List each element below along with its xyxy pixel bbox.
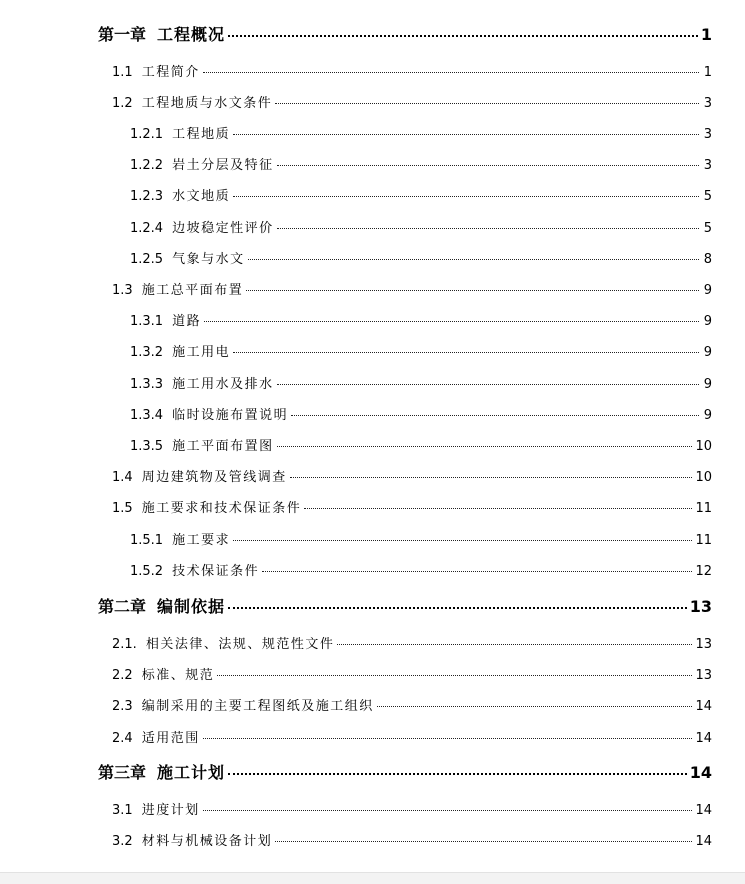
- toc-page-number: 9: [703, 283, 712, 298]
- toc-section-entry[interactable]: [130, 560, 712, 579]
- toc-dot-leader: [377, 706, 693, 707]
- toc-entry-title: 施工用水及排水: [172, 377, 274, 392]
- toc-section-entry[interactable]: [130, 435, 712, 454]
- toc-chapter-entry[interactable]: [98, 22, 712, 45]
- toc-entry-title: 材料与机械设备计划: [141, 834, 273, 849]
- toc-section-entry[interactable]: [112, 695, 712, 714]
- toc-entry-title: 施工用电: [172, 345, 231, 360]
- toc-page-number: 8: [703, 252, 712, 267]
- toc-entry-number: 第一章: [98, 25, 147, 44]
- toc-section-entry[interactable]: [112, 279, 712, 298]
- toc-dot-leader: [275, 841, 692, 842]
- toc-entry-number: 第三章: [98, 763, 147, 782]
- toc-dot-leader: [246, 290, 699, 291]
- toc-entry-number: 第二章: [98, 597, 147, 616]
- toc-page-number: 5: [703, 189, 712, 204]
- toc-page-number: 13: [695, 637, 712, 652]
- toc-dot-leader: [277, 384, 699, 385]
- toc-dot-leader: [203, 72, 699, 73]
- toc-section-entry[interactable]: [130, 373, 712, 392]
- toc-entry-number: 3.2: [112, 834, 133, 849]
- toc-entry-number: 2.4: [112, 731, 133, 746]
- toc-page-number: 11: [695, 533, 712, 548]
- toc-page-number: 11: [695, 501, 712, 516]
- toc-dot-leader: [275, 103, 699, 104]
- toc-entry-number: 1.2: [112, 96, 133, 111]
- toc-section-entry[interactable]: [130, 529, 712, 548]
- toc-entry-number: 3.1: [112, 803, 133, 818]
- toc-page-number: 3: [703, 127, 712, 142]
- toc-entry-number: 2.1.: [112, 637, 137, 652]
- toc-dot-leader: [291, 415, 699, 416]
- toc-page-number: 9: [703, 377, 712, 392]
- toc-section-entry[interactable]: [112, 497, 712, 516]
- toc-entry-number: 1.4: [112, 470, 133, 485]
- toc-entry-number: 1.3.4: [130, 408, 164, 423]
- toc-entry-number: 1.5.2: [130, 564, 164, 579]
- toc-dot-leader: [248, 259, 699, 260]
- toc-entry-title: 道路: [172, 314, 202, 329]
- toc-entry-title: 工程简介: [141, 65, 200, 80]
- toc-page-number: 10: [695, 439, 712, 454]
- toc-entry-title: 相关法律、法规、规范性文件: [145, 637, 335, 652]
- toc-entry-title: 工程概况: [157, 25, 226, 44]
- toc-entry-number: 1.3.1: [130, 314, 164, 329]
- toc-section-entry[interactable]: [112, 61, 712, 80]
- toc-entry-number: 2.2: [112, 668, 133, 683]
- toc-page-number: 14: [695, 834, 712, 849]
- toc-entry-number: 2.3: [112, 699, 133, 714]
- toc-entry-number: 1.3.3: [130, 377, 164, 392]
- toc-entry-number: 1.1: [112, 65, 133, 80]
- toc-dot-leader: [290, 477, 693, 478]
- toc-entry-number: 1.2.4: [130, 221, 164, 236]
- toc-section-entry[interactable]: [130, 217, 712, 236]
- toc-page-number: 1: [703, 65, 712, 80]
- toc-entry-title: 编制依据: [157, 597, 226, 616]
- toc-chapter-entry[interactable]: [98, 594, 712, 617]
- toc-entry-title: 进度计划: [141, 803, 200, 818]
- toc-section-entry[interactable]: [130, 185, 712, 204]
- toc-page-number: 13: [695, 668, 712, 683]
- toc-entry-number: 1.3: [112, 283, 133, 298]
- toc-entry-title: 适用范围: [141, 731, 200, 746]
- toc-section-entry[interactable]: [130, 404, 712, 423]
- toc-entry-title: 临时设施布置说明: [172, 408, 289, 423]
- toc-section-entry[interactable]: [130, 341, 712, 360]
- toc-chapter-entry[interactable]: [98, 760, 712, 783]
- toc-entry-title: 岩土分层及特征: [172, 158, 274, 173]
- toc-section-entry[interactable]: [130, 248, 712, 267]
- toc-page-number: 3: [703, 96, 712, 111]
- toc-section-entry[interactable]: [112, 92, 712, 111]
- toc-page-number: 9: [703, 345, 712, 360]
- toc-section-entry[interactable]: [130, 154, 712, 173]
- toc-entry-title: 施工要求和技术保证条件: [141, 501, 302, 516]
- toc-page-number: 9: [703, 408, 712, 423]
- toc-entry-title: 边坡稳定性评价: [172, 221, 274, 236]
- toc-page-number: 12: [695, 564, 712, 579]
- toc-entry-number: 1.3.2: [130, 345, 164, 360]
- toc-dot-leader: [233, 134, 699, 135]
- toc-entry-number: 1.3.5: [130, 439, 164, 454]
- toc-dot-leader: [204, 321, 699, 322]
- toc-entry-number: 1.2.3: [130, 189, 164, 204]
- toc-entry-number: 1.5: [112, 501, 133, 516]
- toc-entry-title: 技术保证条件: [172, 564, 260, 579]
- toc-dot-leader: [203, 738, 693, 739]
- toc-dot-leader: [228, 607, 687, 609]
- toc-page-number: 14: [695, 803, 712, 818]
- toc-entry-number: 1.2.1: [130, 127, 164, 142]
- toc-section-entry[interactable]: [112, 799, 712, 818]
- toc-entry-title: 水文地质: [172, 189, 231, 204]
- toc-entry-title: 标准、规范: [141, 668, 215, 683]
- toc-section-entry[interactable]: [112, 466, 712, 485]
- toc-section-entry[interactable]: [130, 123, 712, 142]
- toc-dot-leader: [203, 810, 693, 811]
- toc-section-entry[interactable]: [112, 830, 712, 849]
- toc-dot-leader: [228, 35, 698, 37]
- toc-page-number: 10: [695, 470, 712, 485]
- toc-page-number: 14: [695, 731, 712, 746]
- toc-entry-title: 工程地质: [172, 127, 231, 142]
- toc-dot-leader: [228, 773, 687, 775]
- toc-dot-leader: [233, 540, 692, 541]
- toc-dot-leader: [337, 644, 692, 645]
- toc-entry-number: 1.2.5: [130, 252, 164, 267]
- toc-entry-title: 编制采用的主要工程图纸及施工组织: [141, 699, 374, 714]
- toc-page-number: 14: [689, 763, 712, 782]
- toc-dot-leader: [233, 352, 699, 353]
- toc-dot-leader: [277, 165, 699, 166]
- toc-page-number: 9: [703, 314, 712, 329]
- toc-dot-leader: [262, 571, 692, 572]
- toc-section-entry[interactable]: [130, 310, 712, 329]
- toc-entry-title: 施工计划: [157, 763, 226, 782]
- toc-entry-title: 周边建筑物及管线调查: [141, 470, 287, 485]
- toc-page-number: 3: [703, 158, 712, 173]
- toc-entry-title: 工程地质与水文条件: [141, 96, 273, 111]
- toc-dot-leader: [233, 196, 699, 197]
- toc-section-entry[interactable]: [112, 633, 712, 652]
- toc-entry-title: 施工要求: [172, 533, 231, 548]
- toc-section-entry[interactable]: [112, 727, 712, 746]
- toc-page-number: 14: [695, 699, 712, 714]
- toc-dot-leader: [277, 228, 699, 229]
- toc-page-number: 13: [689, 597, 712, 616]
- toc-entry-title: 气象与水文: [172, 252, 245, 267]
- toc-page-number: 1: [700, 25, 712, 44]
- toc-page-number: 5: [703, 221, 712, 236]
- toc-section-entry[interactable]: [112, 664, 712, 683]
- toc-entry-number: 1.2.2: [130, 158, 164, 173]
- toc-entry-title: 施工总平面布置: [141, 283, 244, 298]
- toc-entry-number: 1.5.1: [130, 533, 164, 548]
- toc-dot-leader: [277, 446, 693, 447]
- toc-entry-title: 施工平面布置图: [172, 439, 274, 454]
- toc-dot-leader: [217, 675, 692, 676]
- toc-dot-leader: [304, 508, 692, 509]
